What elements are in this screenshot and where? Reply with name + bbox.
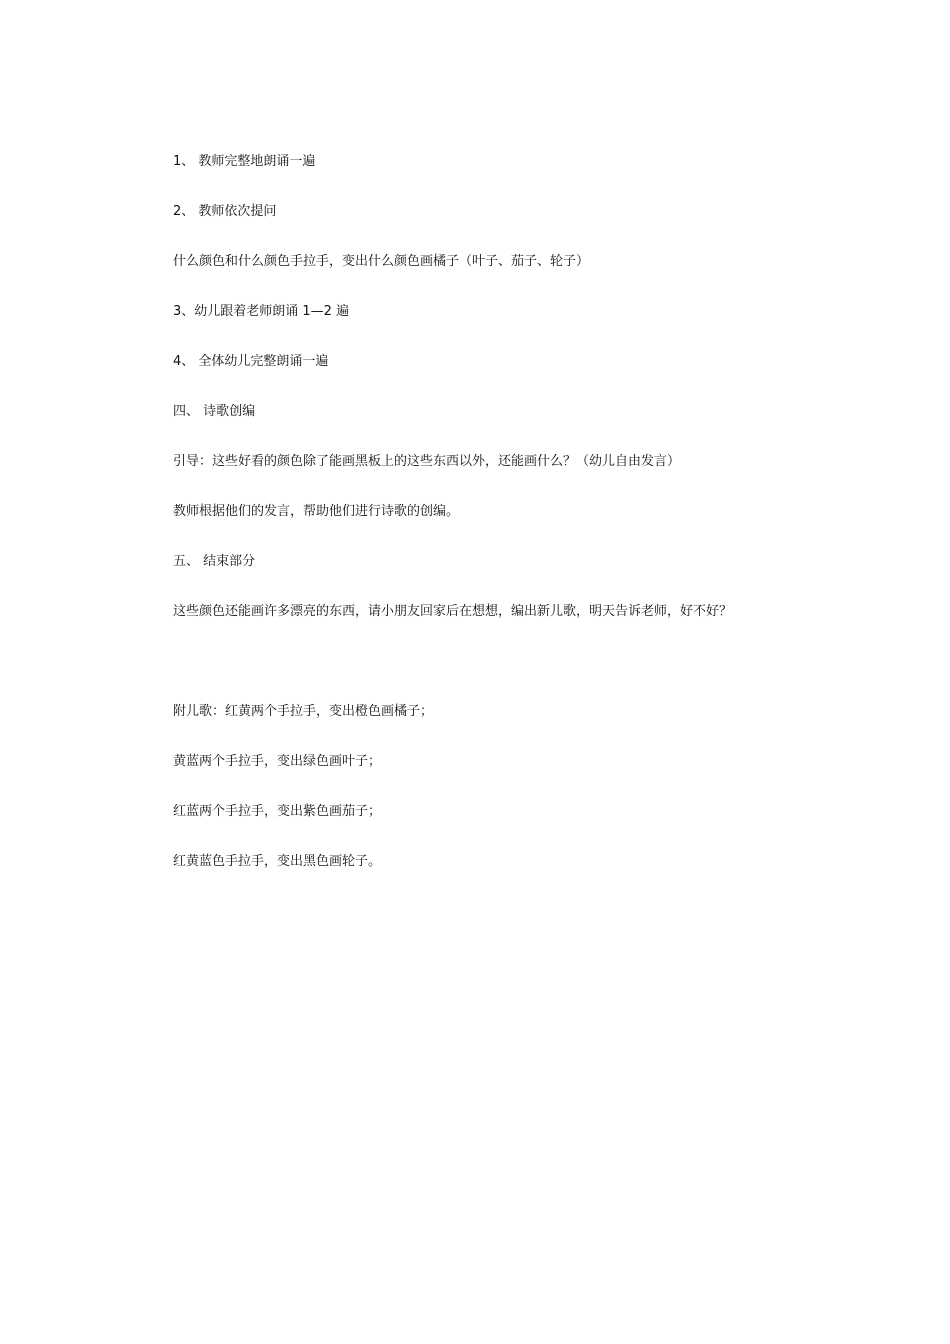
appendix-line-4: 红黄蓝色手拉手，变出黑色画轮子。 bbox=[173, 854, 382, 869]
question-paragraph: 什么颜色和什么颜色手拉手，变出什么颜色画橘子（叶子、茄子、轮子） bbox=[173, 254, 590, 269]
teacher-paragraph: 教师根据他们的发言，帮助他们进行诗歌的创编。 bbox=[173, 504, 460, 519]
closing-paragraph: 这些颜色还能画许多漂亮的东西，请小朋友回家后在想想，编出新儿歌，明天告诉老师，好不好？ bbox=[173, 604, 733, 619]
step-1-paragraph: 1、 教师完整地朗诵一遍 bbox=[173, 154, 316, 169]
blank-line bbox=[173, 651, 893, 701]
document-body bbox=[173, 151, 893, 901]
appendix-line-2: 黄蓝两个手拉手，变出绿色画叶子； bbox=[173, 754, 382, 769]
appendix-line-1: 附儿歌：红黄两个手拉手，变出橙色画橘子； bbox=[173, 704, 434, 719]
appendix-line-3: 红蓝两个手拉手，变出紫色画茄子； bbox=[173, 804, 382, 819]
step-3-paragraph: 3、幼儿跟着老师朗诵 1—2 遍 bbox=[173, 304, 350, 319]
step-4-paragraph: 4、 全体幼儿完整朗诵一遍 bbox=[173, 354, 329, 369]
section-five-heading: 五、 结束部分 bbox=[173, 554, 256, 569]
guidance-paragraph: 引导：这些好看的颜色除了能画黑板上的这些东西以外，还能画什么？（幼儿自由发言） bbox=[173, 454, 681, 469]
section-four-heading: 四、 诗歌创编 bbox=[173, 404, 256, 419]
step-2-paragraph: 2、 教师依次提问 bbox=[173, 204, 277, 219]
